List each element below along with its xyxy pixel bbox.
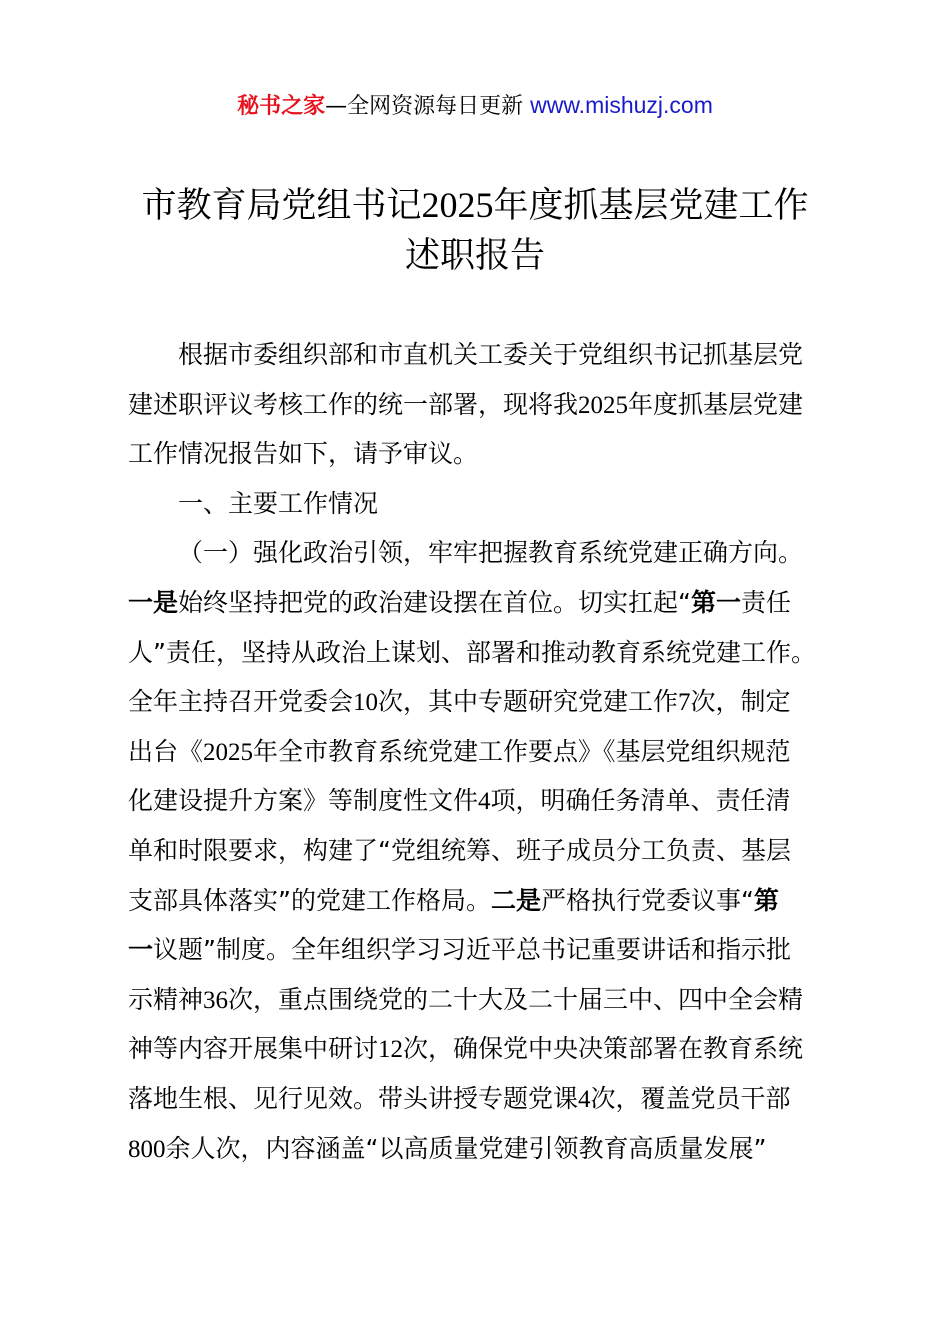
text: 示精神 bbox=[128, 984, 204, 1014]
text: 次，制定 bbox=[690, 687, 791, 717]
number: 2025 bbox=[203, 738, 254, 766]
title-text: 市教育局党组书记 bbox=[141, 186, 422, 226]
number: 4 bbox=[578, 1085, 591, 1113]
paragraph-line bbox=[128, 975, 848, 1025]
paragraph-line bbox=[128, 925, 848, 975]
paragraph-line: 人”责任，坚持从政治上谋划、部署和推动教育系统党建工作。 bbox=[128, 637, 816, 667]
number: 4 bbox=[478, 788, 491, 816]
paragraph-line bbox=[128, 1074, 848, 1124]
document-body bbox=[128, 330, 848, 1173]
bold-text: 第 bbox=[753, 885, 779, 915]
text: 落地生根、见行见效。带头讲授专题党课 bbox=[128, 1083, 579, 1113]
text: 始终坚持把党的政治建设摆在首位。切实扛起“ bbox=[178, 587, 691, 617]
paragraph-line: 工作情况报告如下，请予审议。 bbox=[128, 439, 479, 469]
paragraph-line bbox=[128, 1024, 848, 1074]
title-text: 年度抓基层党建工作 bbox=[493, 186, 809, 226]
title-line-1 bbox=[0, 180, 950, 231]
number: 800 bbox=[128, 1135, 166, 1163]
text: 出台《 bbox=[128, 736, 204, 766]
paragraph-line: 单和时限要求，构建了“党组统筹、班子成员分工负责、基层 bbox=[128, 835, 791, 865]
text: 支部具体落实”的党建工作格局。 bbox=[128, 885, 491, 915]
paragraph-line bbox=[128, 876, 848, 926]
text: 化建设提升方案》等制度性文件 bbox=[128, 786, 479, 816]
paragraph-line bbox=[128, 677, 848, 727]
slogan: —全网资源每日更新 bbox=[325, 94, 524, 119]
bold-text: 第一 bbox=[690, 587, 741, 617]
title-year: 2025 bbox=[421, 185, 494, 225]
bold-text: 一 bbox=[128, 935, 154, 965]
paragraph-line bbox=[128, 1124, 848, 1174]
document-title bbox=[0, 180, 950, 281]
text: 余人次，内容涵盖“以高质量党建引领教育高质量发展” bbox=[165, 1133, 767, 1163]
paragraph-line bbox=[128, 380, 848, 430]
number: 36 bbox=[203, 986, 229, 1014]
text: 次，确保党中央决策部署在教育系统 bbox=[403, 1034, 804, 1064]
number: 12 bbox=[378, 1036, 404, 1064]
site-header bbox=[0, 88, 950, 124]
text: 全年主持召开党委会 bbox=[128, 687, 354, 717]
text: 议题”制度。全年组织学习习近平总书记重要讲话和指示批 bbox=[153, 935, 791, 965]
brand-name: 秘书之家 bbox=[237, 94, 326, 119]
number: 10 bbox=[353, 689, 379, 717]
paragraph-line: 根据市委组织部和市直机关工委关于党组织书记抓基层党 bbox=[178, 340, 804, 369]
subsection-heading: （一）强化政治引领，牢牢把握教育系统党建正确方向。 bbox=[178, 538, 804, 568]
title-line-2: 述职报告 bbox=[404, 236, 545, 276]
text: 次，覆盖党员干部 bbox=[590, 1083, 791, 1113]
bold-text: 二是 bbox=[490, 885, 541, 915]
text: 建述职评议考核工作的统一部署，现将我 bbox=[128, 389, 579, 419]
paragraph-line bbox=[128, 776, 848, 826]
text: 次，其中专题研究党建工作 bbox=[378, 687, 679, 717]
text: 项，明确任务清单、责任清 bbox=[490, 786, 791, 816]
text: 神等内容开展集中研讨 bbox=[128, 1034, 379, 1064]
site-url-link[interactable]: www.mishuzj.com bbox=[530, 92, 713, 118]
number: 7 bbox=[678, 689, 691, 717]
text: 责任 bbox=[741, 587, 792, 617]
paragraph-line bbox=[128, 578, 848, 628]
paragraph-line bbox=[128, 727, 848, 777]
text: 次，重点围绕党的二十大及二十届三中、四中全会精 bbox=[228, 984, 804, 1014]
section-heading: 一、主要工作情况 bbox=[178, 488, 379, 518]
text: 年全市教育系统党建工作要点》《基层党组织规范 bbox=[253, 736, 791, 766]
text: 严格执行党委议事“ bbox=[540, 885, 754, 915]
bold-text: 一是 bbox=[128, 587, 179, 617]
text: 年度抓基层党建 bbox=[628, 389, 804, 419]
number: 2025 bbox=[578, 391, 629, 419]
